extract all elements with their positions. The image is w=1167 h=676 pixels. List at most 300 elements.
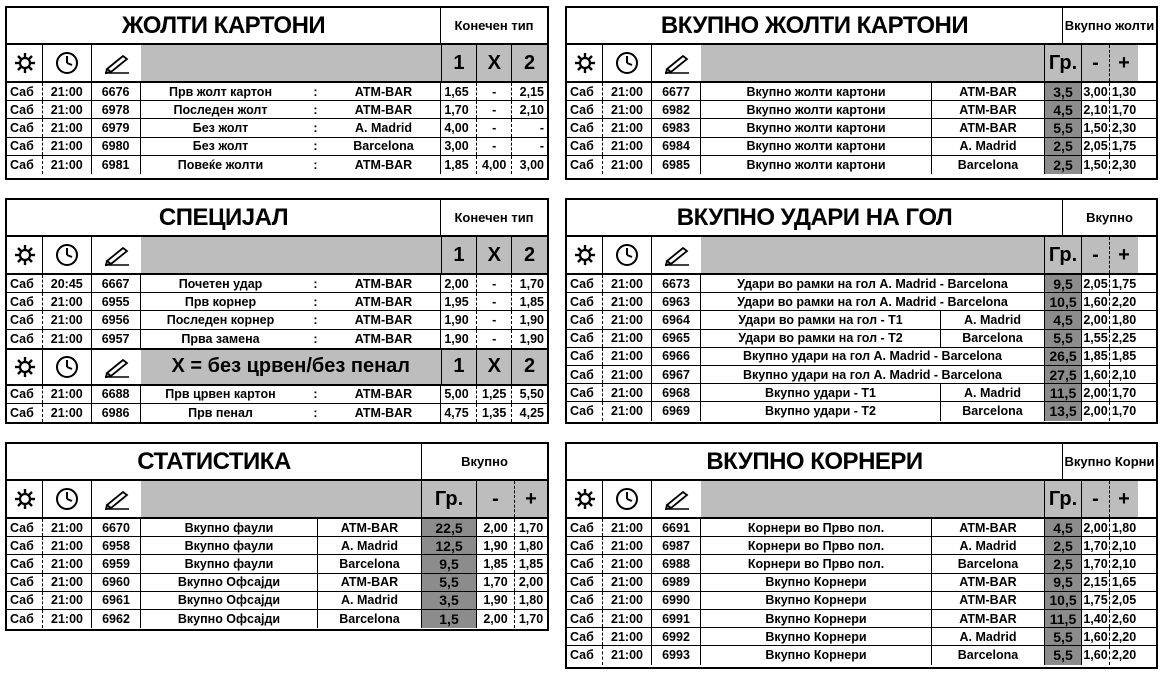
row-time: 21:00: [603, 348, 652, 365]
table-row: [567, 628, 1156, 646]
odd-under[interactable]: 1,90: [477, 592, 515, 609]
odd-over[interactable]: 2,30: [1111, 120, 1137, 135]
row-market: Вкупно Корнери: [701, 646, 932, 664]
row-team: A. Madrid: [941, 384, 1045, 401]
row-code: 6676: [92, 83, 141, 100]
row-time: 21:00: [603, 555, 652, 572]
market-label: Последен корнер: [166, 312, 275, 327]
table-row: [567, 646, 1156, 664]
clock-icon: [43, 350, 92, 384]
over-header: +: [515, 481, 547, 517]
odd-x[interactable]: -: [477, 83, 512, 100]
line-value: 4,5: [1045, 101, 1082, 118]
odd-under[interactable]: 2,15: [1082, 574, 1110, 591]
odd-under[interactable]: 1,60: [1082, 628, 1110, 645]
row-time: 21:00: [43, 293, 92, 310]
table-row: [567, 402, 1156, 420]
line-value: 26,5: [1045, 348, 1082, 365]
odd-2[interactable]: 5,50: [519, 387, 544, 402]
odd-2[interactable]: 2,10: [519, 102, 544, 117]
odd-over[interactable]: 2,30: [1111, 157, 1137, 172]
special-panel: [5, 198, 549, 424]
table-row: [7, 574, 547, 592]
row-time: 21:00: [603, 646, 652, 664]
line-header: Гр.: [1045, 481, 1082, 517]
odd-over[interactable]: 1,80: [1111, 312, 1137, 327]
row-day: Саб: [7, 386, 43, 403]
odd-over[interactable]: 1,30: [1111, 84, 1137, 99]
market-label: Повеќе жолти: [177, 157, 264, 172]
icon-header-row: [567, 45, 1156, 83]
odd-under[interactable]: 1,60: [1082, 293, 1110, 310]
team-label: A. Madrid: [355, 120, 412, 135]
team-label: ATM-BAR: [354, 276, 413, 291]
row-day: Саб: [7, 275, 43, 292]
line-value: 4,5: [1045, 519, 1082, 536]
header-blank: [141, 45, 442, 81]
row-time: 21:00: [43, 537, 92, 554]
odd-under[interactable]: 2,00: [1082, 402, 1110, 420]
line-value: 5,5: [422, 574, 477, 591]
row-market: Вкупно Корнери: [701, 610, 932, 627]
row-code: 6989: [652, 574, 701, 591]
row-time: 21:00: [43, 330, 92, 348]
separator: :: [313, 331, 318, 346]
separator: :: [313, 102, 318, 117]
separator: :: [313, 387, 318, 402]
pen-icon: [92, 237, 141, 273]
odd-under[interactable]: 1,75: [1082, 592, 1110, 609]
stats-panel: [5, 442, 549, 631]
market-label: Прв пенал: [188, 406, 253, 421]
odd-under[interactable]: 1,55: [1082, 330, 1110, 347]
under-header: -: [1082, 237, 1110, 273]
odds-header-2: 2: [512, 350, 547, 384]
odd-under[interactable]: 1,70: [477, 574, 515, 591]
team-label: ATM-BAR: [354, 331, 413, 346]
odd-under[interactable]: 3,00: [1082, 83, 1110, 100]
odd-2[interactable]: 1,85: [519, 294, 544, 309]
row-time: 21:00: [43, 311, 92, 328]
row-code: 6667: [92, 275, 141, 292]
table-row: [7, 330, 547, 348]
separator: :: [313, 84, 318, 99]
row-team: Barcelona: [318, 610, 422, 628]
row-market: [141, 156, 442, 174]
odd-x[interactable]: 1,25: [477, 386, 512, 403]
odd-over[interactable]: 1,85: [518, 556, 544, 571]
odd-over[interactable]: 1,80: [518, 538, 544, 553]
odd-x[interactable]: 4,00: [477, 156, 512, 174]
row-market: Удари во рамки на гол A. Madrid - Barcelona: [701, 293, 1045, 310]
odds-header-1: 1: [442, 237, 478, 273]
separator: :: [313, 276, 318, 291]
row-time: 21:00: [603, 384, 652, 401]
shots-panel: [565, 198, 1158, 424]
over-header: +: [1110, 237, 1138, 273]
odd-1[interactable]: 4,00: [441, 119, 477, 136]
row-team: Barcelona: [318, 555, 422, 572]
row-day: Саб: [567, 592, 603, 609]
under-header: -: [477, 481, 515, 517]
row-code: 6962: [92, 610, 141, 628]
table-row: [567, 574, 1156, 592]
market-label: Последен жолт: [173, 102, 268, 117]
odd-over[interactable]: 2,10: [1111, 538, 1137, 553]
row-market: Вкупно жолти картони: [701, 119, 932, 136]
row-code: 6979: [92, 119, 141, 136]
line-value: 3,5: [1045, 83, 1082, 100]
row-market: Вкупно фаули: [141, 537, 318, 554]
panel-title: ЖОЛТИ КАРТОНИ: [7, 8, 441, 43]
header-blank: [701, 481, 1045, 517]
table-row: [7, 156, 547, 174]
sub-header-row: [7, 348, 547, 386]
row-market: Вкупно Корнери: [701, 628, 932, 645]
pen-icon: [652, 45, 701, 81]
odd-under[interactable]: 1,70: [1082, 555, 1110, 572]
line-value: 13,5: [1045, 402, 1082, 420]
panel-right-title: Конечен тип: [454, 209, 534, 225]
odd-over[interactable]: 2,20: [1111, 629, 1137, 644]
row-code: 6673: [652, 275, 701, 292]
row-code: 6968: [652, 384, 701, 401]
row-day: Саб: [567, 574, 603, 591]
odd-over[interactable]: 1,85: [1111, 349, 1137, 364]
odd-under[interactable]: 2,00: [477, 519, 515, 536]
separator: :: [313, 312, 318, 327]
odd-x[interactable]: -: [477, 293, 512, 310]
table-row: [7, 519, 547, 537]
row-code: 6677: [652, 83, 701, 100]
row-day: Саб: [7, 138, 43, 155]
row-code: 6963: [652, 293, 701, 310]
table-row: [7, 138, 547, 156]
odd-1[interactable]: 5,00: [441, 386, 477, 403]
row-day: Саб: [7, 156, 43, 174]
pen-icon: [92, 481, 141, 517]
row-market: Корнери во Прво пол.: [701, 555, 932, 572]
row-time: 21:00: [603, 610, 652, 627]
odd-x[interactable]: -: [477, 311, 512, 328]
panel-right-title: Вкупно: [461, 453, 508, 469]
row-day: Саб: [567, 366, 603, 383]
row-market: [141, 101, 442, 118]
odd-over[interactable]: 1,80: [1111, 520, 1137, 535]
row-time: 21:00: [43, 386, 92, 403]
table-row: [567, 348, 1156, 366]
table-row: [567, 83, 1156, 101]
odd-over[interactable]: 1,75: [1111, 276, 1137, 291]
odd-over[interactable]: 1,80: [518, 593, 544, 608]
row-market: Вкупно удари - Т1: [701, 384, 941, 401]
row-market: [141, 311, 442, 328]
clock-icon: [43, 45, 92, 81]
table-row: [567, 138, 1156, 156]
separator: :: [313, 120, 318, 135]
row-time: 21:00: [603, 628, 652, 645]
market-label: Без жолт: [192, 139, 249, 154]
row-day: Саб: [7, 83, 43, 100]
odd-under[interactable]: 1,60: [1082, 366, 1110, 383]
row-market: Вкупно жолти картони: [701, 83, 932, 100]
odd-1[interactable]: 1,90: [441, 330, 477, 348]
table-row: [7, 404, 547, 422]
separator: :: [313, 139, 318, 154]
line-value: 1,5: [422, 610, 477, 628]
row-team: ATM-BAR: [932, 610, 1045, 627]
odd-under[interactable]: 1,50: [1082, 156, 1110, 174]
table-row: [7, 275, 547, 293]
row-day: Саб: [567, 101, 603, 118]
panel-title: ВКУПНО УДАРИ НА ГОЛ: [567, 200, 1063, 235]
icon-header-row: [7, 237, 547, 275]
odd-x[interactable]: -: [477, 330, 512, 348]
row-code: 6688: [92, 386, 141, 403]
row-time: 21:00: [603, 366, 652, 383]
table-row: [7, 119, 547, 137]
odd-over[interactable]: 2,20: [1111, 294, 1137, 309]
line-value: 3,5: [422, 592, 477, 609]
odd-over[interactable]: 1,65: [1111, 575, 1137, 590]
line-header: Гр.: [1045, 237, 1082, 273]
odd-x[interactable]: 1,35: [477, 404, 512, 422]
row-market: Вкупно Корнери: [701, 592, 932, 609]
team-label: ATM-BAR: [354, 84, 413, 99]
row-team: A. Madrid: [932, 138, 1045, 155]
total-yellow-panel: [565, 6, 1158, 180]
odd-2[interactable]: 1,90: [519, 331, 544, 346]
over-header: +: [1110, 45, 1138, 81]
odd-over[interactable]: 1,70: [1111, 385, 1137, 400]
line-value: 10,5: [1045, 293, 1082, 310]
line-value: 5,5: [1045, 628, 1082, 645]
odd-over[interactable]: 2,20: [1111, 648, 1137, 663]
row-market: [141, 386, 442, 403]
table-row: [567, 519, 1156, 537]
row-code: 6991: [652, 610, 701, 627]
odd-under[interactable]: 1,60: [1082, 646, 1110, 664]
pen-icon: [92, 350, 141, 384]
header-blank: [141, 237, 442, 273]
odd-1[interactable]: 3,00: [441, 138, 477, 155]
row-market: Вкупно жолти картони: [701, 156, 932, 174]
corners-panel: [565, 442, 1158, 669]
odds-header-2: 2: [512, 45, 547, 81]
yellow-cards-panel: [5, 6, 549, 180]
odd-1[interactable]: 1,70: [441, 101, 477, 118]
odd-under[interactable]: 1,85: [477, 555, 515, 572]
team-label: ATM-BAR: [354, 294, 413, 309]
table-row: [7, 311, 547, 329]
icon-header-row: [7, 481, 547, 519]
odd-1[interactable]: 2,00: [441, 275, 477, 292]
row-market: Вкупно фаули: [141, 519, 318, 536]
odd-under[interactable]: 2,10: [1082, 101, 1110, 118]
odd-over[interactable]: 1,70: [518, 520, 544, 535]
line-value: 5,5: [1045, 646, 1082, 664]
market-label: Прв црвен картон: [165, 387, 276, 402]
sub-note: X = без црвен/без пенал: [141, 350, 442, 384]
under-header: -: [1082, 481, 1110, 517]
odd-1[interactable]: 1,65: [441, 83, 477, 100]
gear-icon: [567, 45, 603, 81]
odd-2[interactable]: 1,70: [519, 276, 544, 291]
separator: :: [313, 406, 318, 421]
odd-x[interactable]: -: [477, 101, 512, 118]
odd-over[interactable]: 2,00: [518, 575, 544, 590]
row-code: 6961: [92, 592, 141, 609]
row-time: 21:00: [43, 101, 92, 118]
odd-under[interactable]: 2,00: [1082, 519, 1110, 536]
odd-2[interactable]: -: [539, 139, 544, 154]
row-time: 21:00: [43, 555, 92, 572]
row-code: 6982: [652, 101, 701, 118]
clock-icon: [603, 237, 652, 273]
row-day: Саб: [567, 555, 603, 572]
row-day: Саб: [7, 537, 43, 554]
row-team: A. Madrid: [318, 537, 422, 554]
team-label: Barcelona: [353, 139, 414, 154]
team-label: ATM-BAR: [354, 387, 413, 402]
market-label: Прв жолт картон: [168, 84, 272, 99]
row-day: Саб: [7, 404, 43, 422]
row-team: Barcelona: [932, 646, 1045, 664]
icon-header-row: [567, 481, 1156, 519]
odd-over[interactable]: 1,70: [518, 612, 544, 627]
icon-header-row: [7, 45, 547, 83]
odd-over[interactable]: 2,05: [1111, 593, 1137, 608]
panel-title: СТАТИСТИКА: [7, 444, 422, 479]
row-time: 21:00: [603, 101, 652, 118]
odd-2[interactable]: 2,15: [519, 84, 544, 99]
line-value: 10,5: [1045, 592, 1082, 609]
row-code: 6990: [652, 592, 701, 609]
row-code: 6966: [652, 348, 701, 365]
gear-icon: [7, 350, 43, 384]
odd-under[interactable]: 1,70: [1082, 537, 1110, 554]
odd-under[interactable]: 2,05: [1082, 275, 1110, 292]
row-time: 21:00: [603, 592, 652, 609]
odd-over[interactable]: 1,70: [1111, 404, 1137, 419]
odd-under[interactable]: 1,85: [1082, 348, 1110, 365]
row-market: Вкупно удари на гол A. Madrid - Barcelona: [701, 348, 1045, 365]
team-label: ATM-BAR: [354, 102, 413, 117]
odd-x[interactable]: -: [477, 275, 512, 292]
team-label: ATM-BAR: [354, 157, 413, 172]
table-row: [7, 537, 547, 555]
odd-x[interactable]: -: [477, 119, 512, 136]
row-code: 6983: [652, 119, 701, 136]
row-day: Саб: [567, 628, 603, 645]
clock-icon: [43, 481, 92, 517]
panel-title: ВКУПНО ЖОЛТИ КАРТОНИ: [567, 8, 1063, 43]
row-market: [141, 138, 442, 155]
row-day: Саб: [567, 384, 603, 401]
row-time: 21:00: [43, 156, 92, 174]
row-time: 21:00: [603, 402, 652, 420]
row-day: Саб: [567, 311, 603, 328]
row-market: Вкупно Офсајди: [141, 574, 318, 591]
icon-header-row: [567, 237, 1156, 275]
row-code: 6691: [652, 519, 701, 536]
table-row: [567, 119, 1156, 137]
row-market: Вкупно Корнери: [701, 574, 932, 591]
row-market: Корнери во Прво пол.: [701, 519, 932, 536]
row-team: A. Madrid: [941, 311, 1045, 328]
row-team: ATM-BAR: [318, 574, 422, 591]
odd-under[interactable]: 2,05: [1082, 138, 1110, 155]
row-market: Вкупно жолти картони: [701, 138, 932, 155]
row-team: ATM-BAR: [932, 574, 1045, 591]
row-code: 6993: [652, 646, 701, 664]
row-market: Вкупно удари - Т2: [701, 402, 941, 420]
odd-1[interactable]: 1,90: [441, 311, 477, 328]
row-market: Корнери во Прво пол.: [701, 537, 932, 554]
table-row: [567, 101, 1156, 119]
odd-1[interactable]: 1,95: [441, 293, 477, 310]
row-day: Саб: [567, 519, 603, 536]
odd-2[interactable]: 3,00: [519, 157, 544, 172]
row-code: 6988: [652, 555, 701, 572]
odd-2[interactable]: 1,90: [519, 312, 544, 327]
header-blank: [141, 481, 422, 517]
row-team: Barcelona: [932, 555, 1045, 572]
line-value: 9,5: [422, 555, 477, 572]
odd-2[interactable]: -: [539, 120, 544, 135]
odd-over[interactable]: 2,10: [1111, 367, 1137, 382]
odd-under[interactable]: 2,00: [1082, 311, 1110, 328]
table-row: [567, 610, 1156, 628]
odd-under[interactable]: 1,90: [477, 537, 515, 554]
header-blank: [701, 237, 1045, 273]
odd-under[interactable]: 1,40: [1082, 610, 1110, 627]
row-time: 21:00: [603, 138, 652, 155]
odd-over[interactable]: 2,25: [1111, 331, 1137, 346]
odd-over[interactable]: 2,10: [1111, 556, 1137, 571]
row-time: 21:00: [43, 610, 92, 628]
odd-under[interactable]: 2,00: [477, 610, 515, 628]
odd-over[interactable]: 1,75: [1111, 139, 1137, 154]
row-code: 6964: [652, 311, 701, 328]
row-team: ATM-BAR: [932, 119, 1045, 136]
table-row: [567, 311, 1156, 329]
odd-1[interactable]: 1,85: [441, 156, 477, 174]
odd-1[interactable]: 4,75: [441, 404, 477, 422]
line-value: 2,5: [1045, 555, 1082, 572]
odd-under[interactable]: 2,00: [1082, 384, 1110, 401]
odd-over[interactable]: 2,60: [1111, 611, 1137, 626]
row-code: 6670: [92, 519, 141, 536]
row-market: Удари во рамки на гол - Т1: [701, 311, 941, 328]
odd-over[interactable]: 1,70: [1111, 102, 1137, 117]
row-code: 6985: [652, 156, 701, 174]
odd-under[interactable]: 1,50: [1082, 119, 1110, 136]
odd-x[interactable]: -: [477, 138, 512, 155]
over-header: +: [1110, 481, 1138, 517]
row-day: Саб: [567, 402, 603, 420]
row-team: A. Madrid: [932, 628, 1045, 645]
odd-2[interactable]: 4,25: [519, 406, 544, 421]
row-time: 21:00: [603, 83, 652, 100]
row-time: 21:00: [603, 119, 652, 136]
row-market: [141, 275, 442, 292]
row-day: Саб: [567, 156, 603, 174]
team-label: ATM-BAR: [354, 312, 413, 327]
odds-header-x: X: [477, 350, 512, 384]
line-value: 11,5: [1045, 610, 1082, 627]
panel-title: СПЕЦИЈАЛ: [7, 200, 441, 235]
